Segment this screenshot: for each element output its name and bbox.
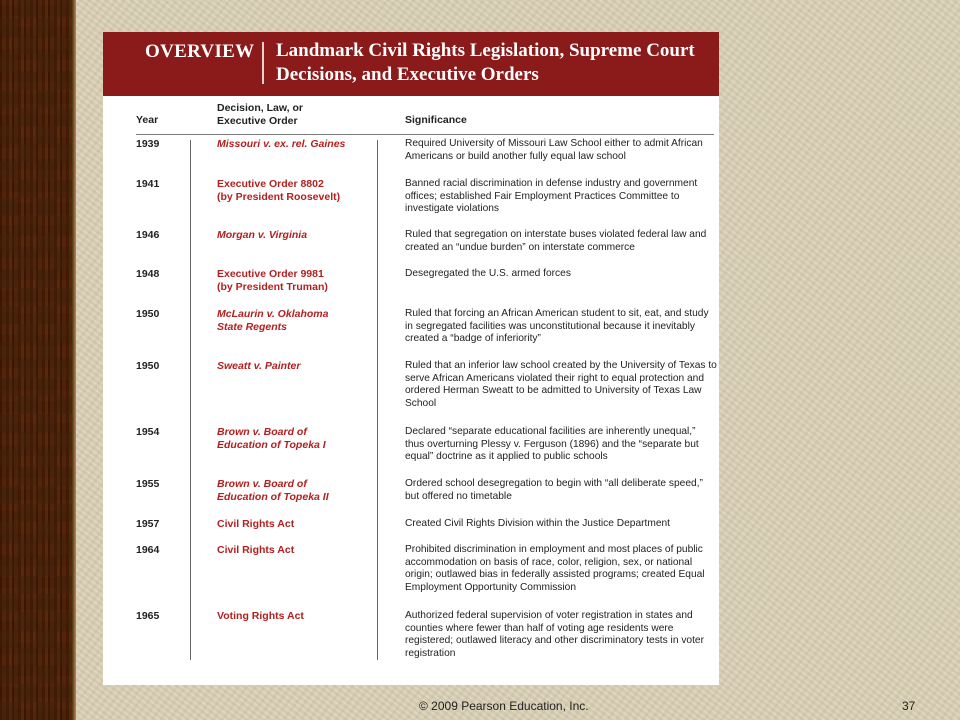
row-significance: Desegregated the U.S. armed forces xyxy=(405,268,571,279)
row-year: 1950 xyxy=(136,360,160,372)
row-year: 1957 xyxy=(136,518,160,530)
copyright-text: © 2009 Pearson Education, Inc. xyxy=(419,699,589,713)
border-edge xyxy=(72,0,76,720)
overview-table-image xyxy=(103,32,719,685)
row-year: 1965 xyxy=(136,610,160,622)
row-decision-name: Executive Order 8802 (by President Roosevelt) xyxy=(217,178,341,203)
row-year: 1964 xyxy=(136,544,160,556)
overview-banner xyxy=(103,32,719,96)
row-year: 1939 xyxy=(136,138,160,150)
banner-title: Landmark Civil Rights Legislation, Supreme Court Decisions, and Executive Orders xyxy=(276,40,695,85)
row-decision-name: Voting Rights Act xyxy=(217,610,304,622)
col-header-significance: Significance xyxy=(405,114,467,126)
checker-pattern xyxy=(0,0,72,720)
row-significance: Created Civil Rights Division within the Justice Department xyxy=(405,518,670,529)
row-decision-name: Missouri v. ex. rel. Gaines xyxy=(217,138,346,150)
row-decision-name: Civil Rights Act xyxy=(217,544,295,556)
row-significance: Prohibited discrimination in employment and most places of public accommodation on basis of race, color, religion, sex, or national origin; outlawed bias in federally assisted programs; created Equal Employment Opportunity Commission xyxy=(405,544,705,593)
column-divider-left xyxy=(190,140,191,660)
row-significance: Banned racial discrimination in defense industry and government offices; established Fair Employment Practices Committee to investigate violations xyxy=(405,178,698,214)
row-year: 1941 xyxy=(136,178,160,190)
col-header-year: Year xyxy=(136,114,159,126)
row-significance: Declared “separate educational facilities are inherently unequal,” thus overturning Plessy v. Ferguson (1896) and the “separate but equal” doctrine as it applied to public schools xyxy=(405,426,699,462)
row-significance: Required University of Missouri Law School either to admit African Americans or build another fully equal law school xyxy=(405,138,703,162)
row-decision-name: McLaurin v. Oklahoma State Regents xyxy=(217,308,329,333)
row-significance: Ordered school desegregation to begin with “all deliberate speed,” but offered no timetable xyxy=(405,478,703,502)
row-decision-name: Civil Rights Act xyxy=(217,518,295,530)
row-decision-name: Executive Order 9981 (by President Truman) xyxy=(217,268,328,293)
column-divider-right xyxy=(377,140,378,660)
row-decision-name: Brown v. Board of Education of Topeka II xyxy=(217,478,329,503)
row-significance: Ruled that forcing an African American student to sit, eat, and study in segregated facilities was unconstitutional because it inevitably created a “badge of inferiority” xyxy=(405,308,709,344)
banner-label: OVERVIEW xyxy=(145,41,255,62)
row-year: 1950 xyxy=(136,308,160,320)
page-number: 37 xyxy=(902,699,916,713)
row-significance: Ruled that an inferior law school created by the University of Texas to serve African Americans violated their right to equal protection and ordered Herman Sweatt to be admitted to University of Texas Law School xyxy=(405,360,717,409)
row-year: 1946 xyxy=(136,229,160,241)
row-significance: Ruled that segregation on interstate buses violated federal law and created an “undue burden” on interstate commerce xyxy=(405,229,707,253)
row-year: 1948 xyxy=(136,268,160,280)
row-year: 1954 xyxy=(136,426,160,438)
row-decision-name: Brown v. Board of Education of Topeka I xyxy=(217,426,326,451)
row-year: 1955 xyxy=(136,478,160,490)
col-header-decision: Decision, Law, or Executive Order xyxy=(217,102,303,127)
row-significance: Authorized federal supervision of voter registration in states and counties where fewer than half of voting age residents were registered; outlawed literacy and other discriminatory tests in voter registration xyxy=(405,610,704,659)
row-decision-name: Morgan v. Virginia xyxy=(217,229,308,241)
banner-divider xyxy=(262,42,264,84)
row-decision-name: Sweatt v. Painter xyxy=(217,360,301,372)
header-rule xyxy=(136,134,714,135)
